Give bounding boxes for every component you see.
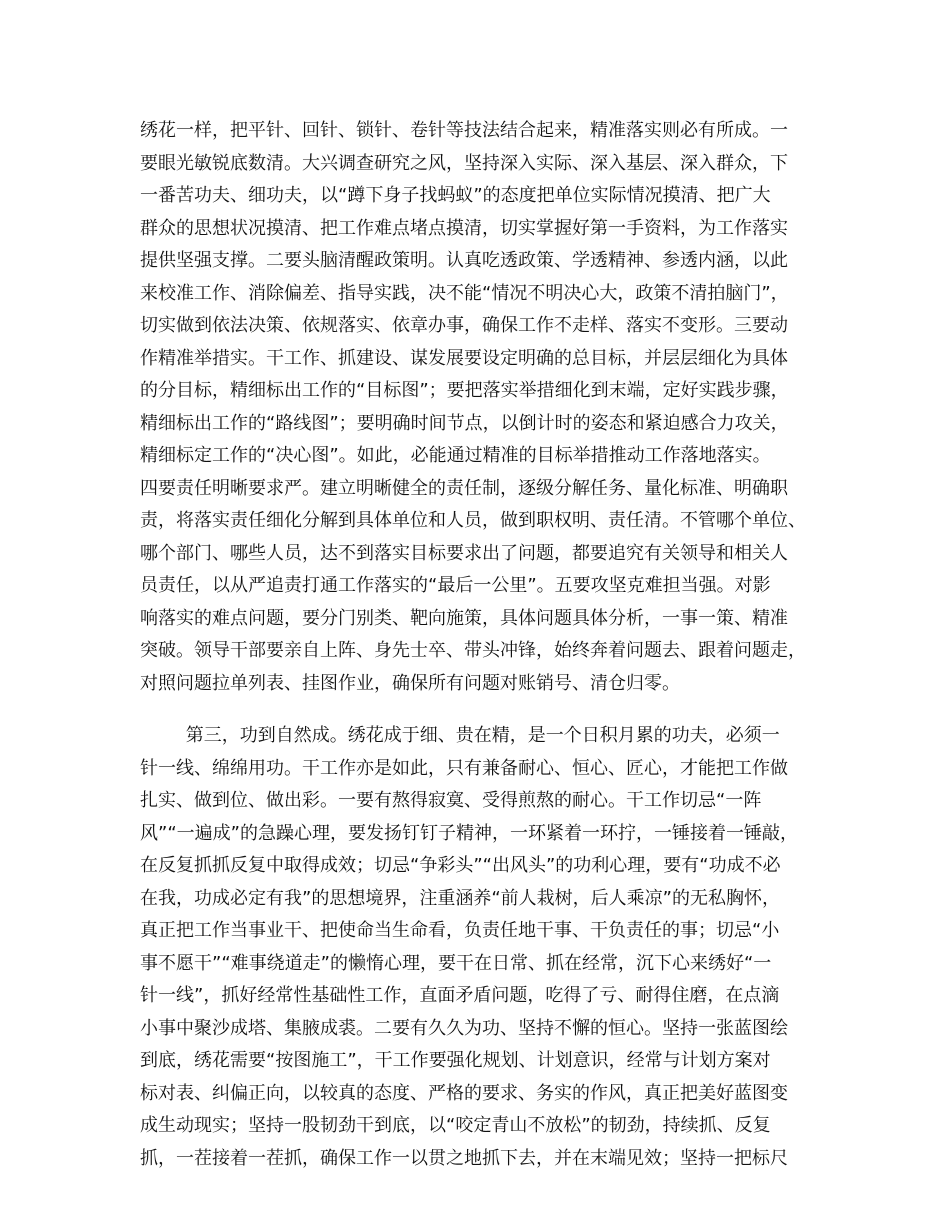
- text-line: 提供坚强支撑。二要头脑清醒政策明。认真吃透政策、学透精神、参透内涵，以此: [140, 250, 788, 271]
- text-line: 抓，一茬接着一茬抓，确保工作一以贯之地抓下去，并在末端见效；坚持一把标尺: [140, 1147, 788, 1169]
- text-line: 四要责任明晰要求严。建立明晰健全的责任制，逐级分解任务、量化标准、明确职: [140, 477, 788, 499]
- text-line: 响落实的难点问题，要分门别类、靶向施策，具体问题具体分析，一事一策、精准: [140, 607, 788, 629]
- text-line: 群众的思想状况摸清、把工作难点堵点摸清，切实掌握好第一手资料，为工作落实: [140, 217, 788, 239]
- text-line: 绣花一样，把平针、回针、锁针、卷针等技法结合起来，精准落实则必有所成。一: [140, 120, 788, 141]
- text-line: 针一线”，抓好经常性基础性工作，直面矛盾问题，吃得了亏、耐得住磨，在点滴: [140, 985, 780, 1006]
- text-line: 标对表、纠偏正向，以较真的态度、严格的要求、务实的作风，真正把美好蓝图变: [140, 1082, 788, 1104]
- text-line: 成生动现实；坚持一股韧劲干到底，以“咬定青山不放松”的韧劲，持续抓、反复: [140, 1115, 771, 1136]
- text-line: 责，将落实责任细化分解到具体单位和人员，做到职权明、责任清。不管哪个单位、: [140, 510, 806, 531]
- text-line: 对照问题拉单列表、挂图作业，确保所有问题对账销号、清仓归零。: [140, 672, 680, 694]
- text-line: 来校准工作、消除偏差、指导实践，决不能“情况不明决心大，政策不清拍脑门”，: [140, 282, 789, 304]
- text-line: 第三，功到自然成。绣花成于细、贵在精，是一个日积月累的功夫，必须一: [140, 725, 780, 746]
- text-line: 事不愿干”“难事绕道走”的懒惰心理，要干在日常、抓在经常，沉下心来绣好“一: [140, 952, 772, 974]
- text-line: 在反复抓抓反复中取得成效；切忌“争彩头”“出风头”的功利心理，要有“功成不必: [140, 855, 781, 876]
- text-line: 要眼光敏锐底数清。大兴调查研究之风，坚持深入实际、深入基层、深入群众，下: [140, 152, 788, 174]
- text-line: 到底，绣花需要“按图施工”，干工作要强化规划、计划意识，经常与计划方案对: [140, 1050, 771, 1071]
- text-line: 真正把工作当事业干、把使命当生命看，负责任地干事、干负责任的事；切忌“小: [140, 920, 780, 941]
- text-line: 精细标定工作的“决心图”。如此，必能通过精准的目标举措推动工作落地落实。: [140, 445, 771, 466]
- text-line: 一番苦功夫、细功夫，以“蹲下身子找蚂蚁”的态度把单位实际情况摸清、把广大: [140, 185, 771, 206]
- text-line: 针一线、绵绵用功。干工作亦是如此，只有兼备耐心、恒心、匠心，才能把工作做: [140, 757, 788, 779]
- paragraph-2: [140, 720, 840, 1175]
- paragraph-1: [140, 115, 840, 700]
- body-text: [140, 115, 840, 1175]
- text-line: 小事中聚沙成塔、集腋成裘。二要有久久为功、坚持不懈的恒心。坚持一张蓝图绘: [140, 1017, 788, 1039]
- text-line: 员责任，以从严追责打通工作落实的“最后一公里”。五要攻坚克难担当强。对影: [140, 575, 771, 596]
- text-line: 作精准举措实。干工作、抓建设、谋发展要设定明确的总目标，并层层细化为具体: [140, 347, 788, 369]
- paragraph-gap: [140, 700, 840, 720]
- text-line: 哪个部门、哪些人员，达不到落实目标要求出了问题，都要追究有关领导和相关人: [140, 542, 788, 564]
- text-line: 精细标出工作的“路线图”；要明确时间节点，以倒计时的姿态和紧迫感合力攻关，: [140, 412, 789, 434]
- text-line: 扎实、做到位、做出彩。一要有熬得寂寞、受得煎熬的耐心。干工作切忌“一阵: [140, 790, 762, 811]
- text-line: 在我，功成必定有我”的思想境界，注重涵养“前人栽树，后人乘凉”的无私胸怀，: [140, 887, 780, 909]
- text-line: 的分目标，精细标出工作的“目标图”；要把落实举措细化到末端，定好实践步骤，: [140, 380, 789, 401]
- text-line: 切实做到依法决策、依规落实、依章办事，确保工作不走样、落实不变形。三要动: [140, 315, 788, 336]
- text-line: 突破。领导干部要亲自上阵、身先士卒、带头冲锋，始终奔着问题去、跟着问题走，: [140, 640, 806, 661]
- text-line: 风”“一遍成”的急躁心理，要发扬钉钉子精神，一环紧着一环拧，一锤接着一锤敲，: [140, 822, 798, 844]
